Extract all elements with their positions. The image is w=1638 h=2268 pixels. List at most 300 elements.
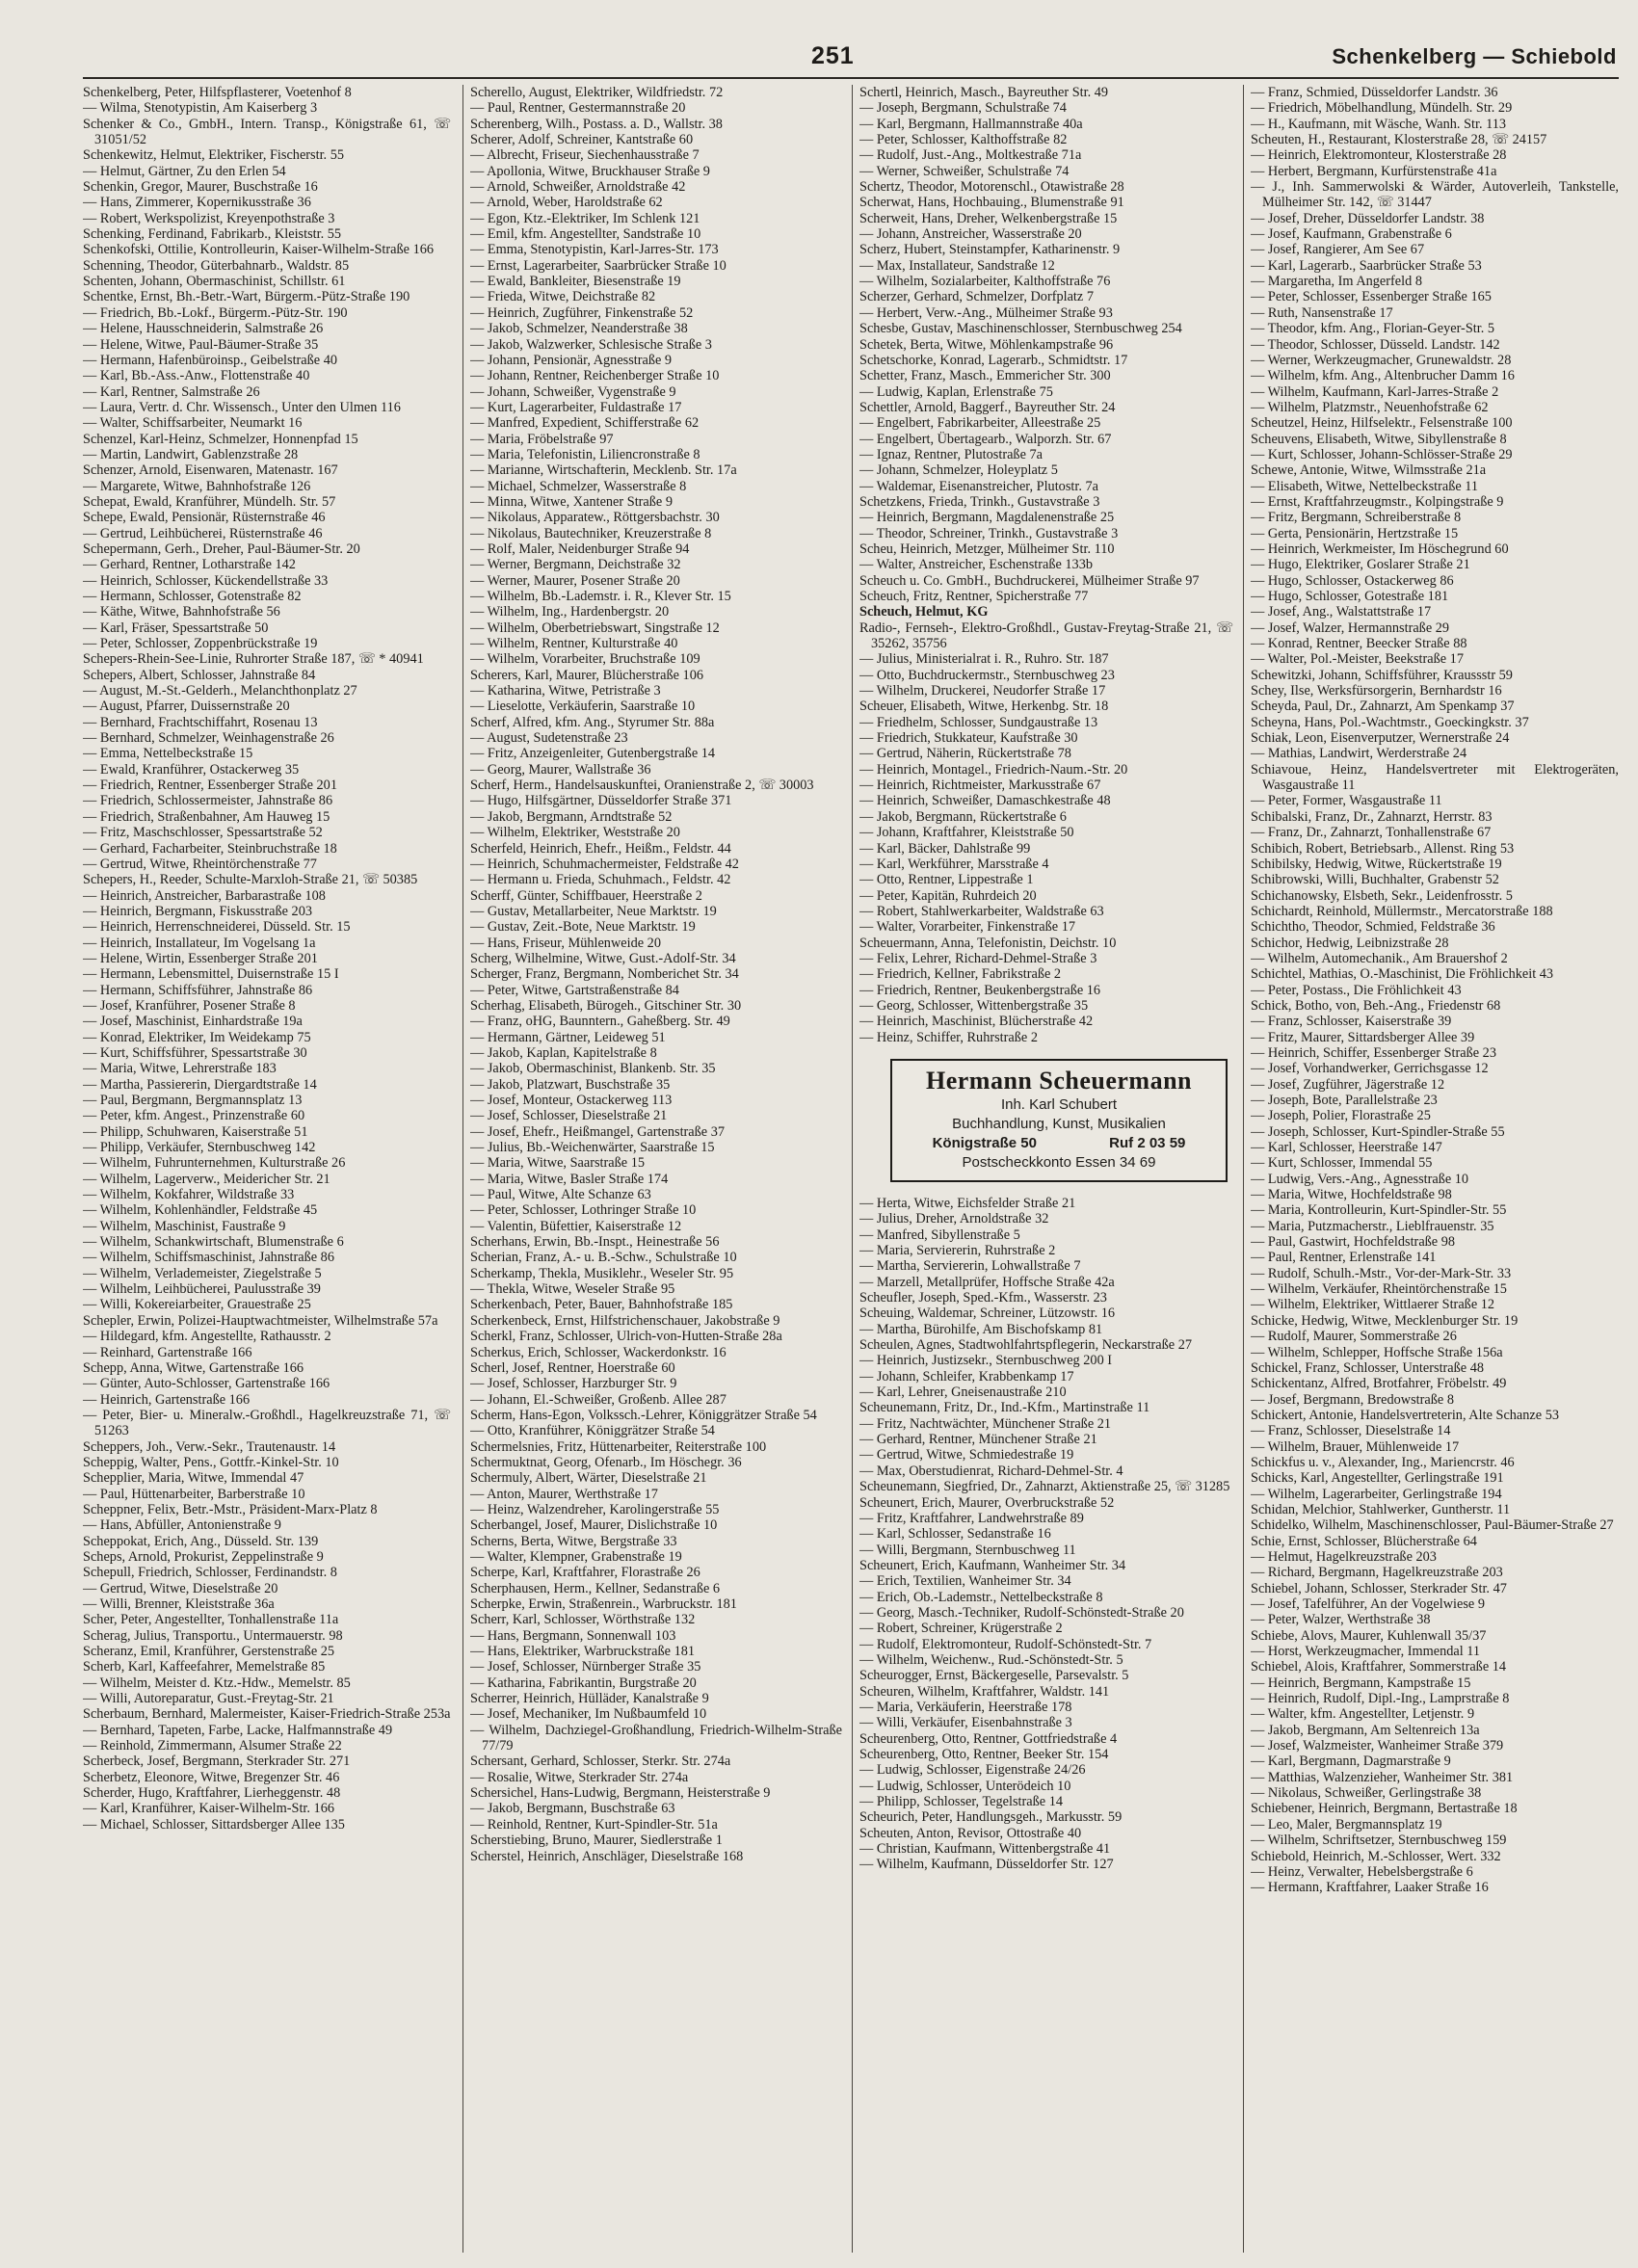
directory-entry: Scheppers, Joh., Verw.-Sekr., Trautenaustr. 14 bbox=[83, 1438, 336, 1455]
directory-entry: — Julius, Bb.-Weichenwärter, Saarstraße 15 bbox=[470, 1140, 715, 1156]
directory-entry: Schicks, Karl, Angestellter, Gerlingstraße 191 bbox=[1251, 1470, 1504, 1487]
directory-entry: — Konrad, Rentner, Beecker Straße 88 bbox=[1251, 636, 1467, 652]
directory-entry: — Rudolf, Maurer, Sommerstraße 26 bbox=[1251, 1329, 1457, 1345]
directory-entry: Scheppner, Felix, Betr.-Mstr., Präsident-Marx-Platz 8 bbox=[83, 1501, 378, 1517]
directory-entry: — Minna, Witwe, Xantener Straße 9 bbox=[470, 493, 673, 510]
directory-entry: — Heinrich, Bergmann, Fiskusstraße 203 bbox=[83, 903, 312, 919]
directory-entry: — Friedrich, Schlossermeister, Jahnstraße 86 bbox=[83, 793, 333, 809]
directory-entry: — Hugo, Schlosser, Ostackerweg 86 bbox=[1251, 572, 1454, 589]
directory-entry: — Wilhelm, Kokfahrer, Wildstraße 33 bbox=[83, 1187, 295, 1203]
directory-entry: — Maria, Fröbelstraße 97 bbox=[470, 431, 614, 447]
directory-entry: — Josef, Schlosser, Nürnberger Straße 35 bbox=[470, 1659, 701, 1675]
directory-entry: — Martha, Bürohilfe, Am Bischofskamp 81 bbox=[859, 1321, 1103, 1337]
directory-entry: — Peter, Walzer, Werthstraße 38 bbox=[1251, 1612, 1431, 1628]
directory-entry: Scherm, Hans-Egon, Volkssch.-Lehrer, Königgrätzer Straße 54 bbox=[470, 1407, 817, 1423]
directory-entry: — Peter, Schlosser, Kalthoffstraße 82 bbox=[859, 132, 1068, 148]
directory-entry: — J., Inh. Sammerwolski & Wärder, Autoverleih, Tankstelle, Mülheimer Str. 142, ☏ 31447 bbox=[1251, 179, 1619, 211]
running-head: Schenkelberg — Schiebold bbox=[1332, 44, 1617, 68]
directory-entry: — Karl, Bäcker, Dahlstraße 99 bbox=[859, 840, 1031, 857]
directory-entry: Schey, Ilse, Werksfürsorgerin, Bernhardstr 16 bbox=[1251, 683, 1502, 699]
directory-entry: — Friedrich, Rentner, Beukenbergstraße 16 bbox=[859, 982, 1101, 998]
directory-entry: Scheuing, Waldemar, Schreiner, Lützowstr. 16 bbox=[859, 1305, 1116, 1322]
directory-entry: — Engelbert, Übertagearb., Walporzh. Str. 67 bbox=[859, 431, 1112, 447]
directory-entry: — Wilhelm, Schiffsmaschinist, Jahnstraße 86 bbox=[83, 1250, 334, 1266]
directory-entry: Schickfus u. v., Alexander, Ing., Mariencrstr. 46 bbox=[1251, 1454, 1515, 1470]
directory-entry: — Johann, El.-Schweißer, Großenb. Allee 287 bbox=[470, 1391, 727, 1408]
directory-entry: — Fritz, Maurer, Sittardsberger Allee 39 bbox=[1251, 1029, 1475, 1045]
directory-entry: — Heinrich, Richtmeister, Markusstraße 67 bbox=[859, 778, 1101, 794]
directory-entry: — Wilhelm, Fuhrunternehmen, Kulturstraße 26 bbox=[83, 1155, 346, 1172]
directory-entry: — Wilhelm, Leihbücherei, Paulusstraße 39 bbox=[83, 1281, 321, 1298]
directory-entry: Scherbaum, Bernhard, Malermeister, Kaiser-Friedrich-Straße 253a bbox=[83, 1706, 451, 1723]
directory-entry: — Gertrud, Näherin, Rückertstraße 78 bbox=[859, 746, 1071, 762]
directory-entry: — Hermann, Schlosser, Gotenstraße 82 bbox=[83, 589, 302, 604]
directory-entry: — Julius, Dreher, Arnoldstraße 32 bbox=[859, 1211, 1049, 1227]
directory-entry: — Matthias, Walzenzieher, Wanheimer Str. 381 bbox=[1251, 1769, 1514, 1785]
directory-entry: — Bernhard, Tapeten, Farbe, Lacke, Halfmannstraße 49 bbox=[83, 1722, 393, 1738]
directory-entry: — Georg, Maurer, Wallstraße 36 bbox=[470, 761, 651, 778]
directory-entry: Schibich, Robert, Betriebsarb., Allenst. Ring 53 bbox=[1251, 840, 1515, 857]
directory-entry: — Karl, Bb.-Ass.-Anw., Flottenstraße 40 bbox=[83, 368, 310, 384]
directory-entry: Schiak, Leon, Eisenverputzer, Wernerstraße 24 bbox=[1251, 730, 1510, 747]
directory-entry: — Heinrich, Bergmann, Magdalenenstraße 25 bbox=[859, 510, 1115, 526]
directory-entry: Scheuer, Elisabeth, Witwe, Herkenbg. Str. 18 bbox=[859, 699, 1109, 715]
directory-entry: — Wilhelm, Ing., Hardenbergstr. 20 bbox=[470, 604, 670, 620]
directory-entry: Scherphausen, Herm., Kellner, Sedanstraße 6 bbox=[470, 1580, 721, 1596]
directory-entry: — Reinhard, Gartenstraße 166 bbox=[83, 1344, 252, 1360]
column-divider bbox=[1243, 85, 1244, 2253]
directory-entry: Scherb, Karl, Kaffeefahrer, Memelstraße 85 bbox=[83, 1659, 326, 1675]
directory-entry: — Wilhelm, Rentner, Kulturstraße 40 bbox=[470, 636, 678, 652]
directory-entry: — Josef, Walzmeister, Wanheimer Straße 379 bbox=[1251, 1738, 1504, 1754]
directory-entry: Scherrer, Heinrich, Hülläder, Kanalstraße 9 bbox=[470, 1691, 709, 1707]
directory-entry: — Paul, Rentner, Erlenstraße 141 bbox=[1251, 1250, 1437, 1266]
directory-entry: — Helmut, Gärtner, Zu den Erlen 54 bbox=[83, 163, 286, 179]
directory-entry: — Herbert, Verw.-Ang., Mülheimer Straße 93 bbox=[859, 304, 1113, 321]
directory-entry: — Wilhelm, Schriftsetzer, Sternbuschweg 159 bbox=[1251, 1833, 1507, 1849]
directory-entry: — Jakob, Kaplan, Kapitelstraße 8 bbox=[470, 1044, 657, 1061]
directory-entry: — Max, Installateur, Sandstraße 12 bbox=[859, 257, 1055, 274]
directory-entry: — Josef, Zugführer, Jägerstraße 12 bbox=[1251, 1076, 1445, 1093]
directory-entry: — Martin, Landwirt, Gablenzstraße 28 bbox=[83, 446, 299, 462]
directory-entry: — Heinrich, Zugführer, Finkenstraße 52 bbox=[470, 304, 694, 321]
directory-entry: Schetzkens, Frieda, Trinkh., Gustavstraße 3 bbox=[859, 493, 1100, 510]
directory-entry: Schewitzki, Johann, Schiffsführer, Kraussstr 59 bbox=[1251, 667, 1513, 683]
directory-entry: — Heinrich, Bergmann, Kampstraße 15 bbox=[1251, 1675, 1471, 1691]
directory-entry: — Frieda, Witwe, Deichstraße 82 bbox=[470, 289, 656, 305]
directory-entry: — Heinrich, Herrenschneiderei, Düsseld. Str. 15 bbox=[83, 919, 351, 936]
directory-entry: — Karl, Lagerarb., Saarbrücker Straße 53 bbox=[1251, 257, 1482, 274]
directory-entry: — Johann, Anstreicher, Wasserstraße 20 bbox=[859, 226, 1082, 243]
directory-entry: Scherzer, Gerhard, Schmelzer, Dorfplatz 7 bbox=[859, 289, 1094, 305]
directory-entry: — Heinz, Schiffer, Ruhrstraße 2 bbox=[859, 1029, 1038, 1045]
directory-entry: — Jakob, Platzwart, Buschstraße 35 bbox=[470, 1076, 671, 1093]
directory-entry: — Fritz, Anzeigenleiter, Gutenbergstraße 14 bbox=[470, 746, 716, 762]
directory-entry: — Arnold, Schweißer, Arnoldstraße 42 bbox=[470, 179, 686, 196]
directory-entry: — Wilhelm, kfm. Ang., Altenbrucher Damm 16 bbox=[1251, 368, 1515, 384]
directory-entry: — Walter, Anstreicher, Eschenstraße 133b bbox=[859, 557, 1093, 573]
column-3 bbox=[859, 85, 1233, 2253]
directory-entry: Schenker & Co., GmbH., Intern. Transp., Königstraße 61, ☏ 31051/52 bbox=[83, 116, 451, 148]
directory-entry: Schichanowsky, Elsbeth, Sekr., Leidenfrosstr. 5 bbox=[1251, 887, 1513, 904]
directory-entry: Scherf, Herm., Handelsauskunftei, Oranienstraße 2, ☏ 30003 bbox=[470, 778, 814, 794]
directory-entry: Scheunemann, Siegfried, Dr., Zahnarzt, Aktienstraße 25, ☏ 31285 bbox=[859, 1479, 1230, 1495]
directory-entry: — Karl, Schlosser, Heerstraße 147 bbox=[1251, 1140, 1442, 1156]
directory-entry: — Heinrich, Schuhmachermeister, Feldstraße 42 bbox=[470, 856, 739, 872]
directory-entry: Scherkus, Erich, Schlosser, Wackerdonkstr. 16 bbox=[470, 1344, 727, 1360]
directory-entry: — Heinrich, Rudolf, Dipl.-Ing., Lamprstraße 8 bbox=[1251, 1691, 1510, 1707]
directory-entry: — Martha, Passiererin, Diergardtstraße 14 bbox=[83, 1076, 317, 1093]
directory-entry: Radio-, Fernseh-, Elektro-Großhdl., Gustav-Freytag-Straße 21, ☏ 35262, 35756 bbox=[859, 620, 1233, 652]
directory-entry: Scherwat, Hans, Hochbauing., Blumenstraße 91 bbox=[859, 195, 1124, 211]
directory-entry: — Wilhelm, Maschinist, Faustraße 9 bbox=[83, 1218, 286, 1234]
directory-entry: — Peter, Schlosser, Zoppenbrückstraße 19 bbox=[83, 636, 318, 652]
directory-entry: — Friedrich, Kellner, Fabrikstraße 2 bbox=[859, 966, 1062, 983]
directory-entry: — Wilhelm, Elektriker, Wittlaerer Straße 12 bbox=[1251, 1297, 1495, 1313]
directory-entry: Scherweit, Hans, Dreher, Welkenbergstraße 15 bbox=[859, 210, 1118, 226]
directory-entry: — August, Sudetenstraße 23 bbox=[470, 730, 628, 747]
directory-entry: — Wilhelm, Schlepper, Hoffsche Straße 156a bbox=[1251, 1344, 1503, 1360]
directory-entry: — Willi, Bergmann, Sternbuschweg 11 bbox=[859, 1542, 1076, 1558]
directory-columns bbox=[83, 85, 1619, 2253]
directory-entry: — Maria, Witwe, Basler Straße 174 bbox=[470, 1171, 669, 1187]
directory-entry: — Rolf, Maler, Neidenburger Straße 94 bbox=[470, 541, 690, 557]
directory-entry: — Walter, Pol.-Meister, Beekstraße 17 bbox=[1251, 651, 1464, 668]
directory-entry: — Werner, Bergmann, Deichstraße 32 bbox=[470, 557, 681, 573]
directory-entry: — Heinrich, Maschinist, Blücherstraße 42 bbox=[859, 1014, 1094, 1030]
directory-entry: — Paul, Hüttenarbeiter, Barberstraße 10 bbox=[83, 1486, 305, 1502]
directory-entry: — Josef, Bergmann, Bredowstraße 8 bbox=[1251, 1391, 1454, 1408]
directory-entry: — Joseph, Polier, Florastraße 25 bbox=[1251, 1108, 1431, 1124]
directory-entry: — Josef, Rangierer, Am See 67 bbox=[1251, 242, 1425, 258]
directory-entry: Scheps, Arnold, Prokurist, Zeppelinstraße 9 bbox=[83, 1548, 324, 1565]
directory-entry: — Fritz, Nachtwächter, Münchener Straße 21 bbox=[859, 1415, 1112, 1432]
directory-entry: — Robert, Schreiner, Krügerstraße 2 bbox=[859, 1621, 1063, 1637]
directory-entry: — Josef, Ehefr., Heißmangel, Gartenstraße 37 bbox=[470, 1123, 726, 1140]
directory-entry: — Theodor, Schlosser, Düsseld. Landstr. 142 bbox=[1251, 336, 1500, 353]
directory-entry: — Johann, Schweißer, Vygenstraße 9 bbox=[470, 383, 676, 400]
directory-entry: — Rosalie, Witwe, Sterkrader Str. 274a bbox=[470, 1769, 689, 1785]
directory-entry: — Katharina, Fabrikantin, Burgstraße 20 bbox=[470, 1675, 697, 1691]
directory-entry: — Walter, Schiffsarbeiter, Neumarkt 16 bbox=[83, 415, 303, 432]
directory-entry: — Elisabeth, Witwe, Nettelbeckstraße 11 bbox=[1251, 478, 1479, 494]
directory-entry: — Arnold, Weber, Haroldstraße 62 bbox=[470, 195, 663, 211]
directory-entry: — Johann, Pensionär, Agnesstraße 9 bbox=[470, 352, 673, 368]
directory-entry: — Nikolaus, Schweißer, Gerlingstraße 38 bbox=[1251, 1785, 1482, 1802]
directory-entry: — Heinrich, Justizsekr., Sternbuschweg 200 I bbox=[859, 1353, 1113, 1369]
directory-entry: — Wilhelm, Lagerarbeiter, Gerlingstraße 194 bbox=[1251, 1486, 1502, 1502]
directory-entry: Schenkin, Gregor, Maurer, Buschstraße 16 bbox=[83, 179, 318, 196]
directory-entry: — Engelbert, Fabrikarbeiter, Alleestraße 25 bbox=[859, 415, 1101, 432]
directory-entry: Schepermann, Gerh., Dreher, Paul-Bäumer-Str. 20 bbox=[83, 541, 360, 557]
directory-entry: Schichor, Hedwig, Leibnizstraße 28 bbox=[1251, 935, 1449, 951]
ad-owner: Inh. Karl Schubert bbox=[1000, 1095, 1118, 1113]
directory-entry: Schenkewitz, Helmut, Elektriker, Fischerstr. 55 bbox=[83, 147, 345, 164]
directory-entry: — Otto, Buchdruckermstr., Sternbuschweg 23 bbox=[859, 667, 1115, 683]
column-2 bbox=[470, 85, 842, 2253]
directory-entry: — Laura, Vertr. d. Chr. Wissensch., Unter den Ulmen 116 bbox=[83, 399, 401, 415]
directory-entry: Scherff, Günter, Schiffbauer, Heerstraße 2 bbox=[470, 887, 702, 904]
directory-entry: — Helmut, Hagelkreuzstraße 203 bbox=[1251, 1548, 1437, 1565]
directory-entry: — Friedhelm, Schlosser, Sundgaustraße 13 bbox=[859, 714, 1098, 730]
directory-entry: — Herbert, Bergmann, Kurfürstenstraße 41a bbox=[1251, 163, 1497, 179]
directory-entry: — Heinz, Verwalter, Hebelsbergstraße 6 bbox=[1251, 1863, 1473, 1880]
directory-entry: — Willi, Brenner, Kleiststraße 36a bbox=[83, 1596, 275, 1612]
directory-entry: — Nikolaus, Bautechniker, Kreuzerstraße 8 bbox=[470, 525, 712, 541]
directory-entry: — Valentin, Büfettier, Kaiserstraße 12 bbox=[470, 1218, 682, 1234]
directory-entry: Scherder, Hugo, Kraftfahrer, Lierheggenstr. 48 bbox=[83, 1785, 341, 1802]
directory-entry: Schenzel, Karl-Heinz, Schmelzer, Honnenpfad 15 bbox=[83, 431, 358, 447]
directory-entry: — Erich, Textilien, Wanheimer Str. 34 bbox=[859, 1573, 1071, 1590]
directory-entry: — Gertrud, Leihbücherei, Rüsternstraße 46 bbox=[83, 525, 323, 541]
directory-entry: — Georg, Schlosser, Wittenbergstraße 35 bbox=[859, 997, 1089, 1014]
directory-entry: — Josef, Ang., Walstattstraße 17 bbox=[1251, 604, 1432, 620]
directory-entry: — Gustav, Metallarbeiter, Neue Marktstr. 19 bbox=[470, 903, 717, 919]
directory-entry: — Ewald, Kranführer, Ostackerweg 35 bbox=[83, 761, 300, 778]
directory-entry: — Katharina, Witwe, Petristraße 3 bbox=[470, 683, 661, 699]
ad-postal-account: Postscheckkonto Essen 34 69 bbox=[962, 1153, 1156, 1171]
directory-entry: — Ludwig, Schlosser, Eigenstraße 24/26 bbox=[859, 1762, 1086, 1779]
directory-entry: Scherers, Karl, Maurer, Blücherstraße 106 bbox=[470, 667, 703, 683]
directory-entry: Scheurenberg, Otto, Rentner, Beeker Str. 154 bbox=[859, 1747, 1109, 1762]
directory-entry: — Peter, Schlosser, Essenberger Straße 165 bbox=[1251, 289, 1492, 305]
directory-entry: Schepp, Anna, Witwe, Gartenstraße 166 bbox=[83, 1359, 304, 1376]
directory-entry: Schewe, Antonie, Witwe, Wilmsstraße 21a bbox=[1251, 462, 1487, 479]
directory-entry: — Ludwig, Schlosser, Unterödeich 10 bbox=[859, 1778, 1071, 1794]
directory-entry: — Robert, Stahlwerkarbeiter, Waldstraße 63 bbox=[859, 903, 1104, 919]
ad-address: Königstraße 50 bbox=[932, 1134, 1037, 1151]
directory-entry: — Heinz, Walzendreher, Karolingerstraße 55 bbox=[470, 1501, 720, 1517]
directory-entry: Scheuvens, Elisabeth, Witwe, Sibyllenstraße 8 bbox=[1251, 431, 1507, 447]
directory-entry: Scheulen, Agnes, Stadtwohlfahrtspflegerin, Neckarstraße 27 bbox=[859, 1337, 1193, 1354]
directory-entry: Schermelsnies, Fritz, Hüttenarbeiter, Reiterstraße 100 bbox=[470, 1438, 767, 1455]
directory-entry: Schibalski, Franz, Dr., Zahnarzt, Herrstr. 83 bbox=[1251, 808, 1493, 825]
directory-entry: — Johann, Kraftfahrer, Kleiststraße 50 bbox=[859, 825, 1074, 841]
directory-entry: Schesbe, Gustav, Maschinenschlosser, Sternbuschweg 254 bbox=[859, 321, 1182, 337]
directory-entry: — Maria, Witwe, Lehrerstraße 183 bbox=[83, 1061, 277, 1077]
directory-entry: Schepers-Rhein-See-Linie, Ruhrorter Straße 187, ☏ * 40941 bbox=[83, 651, 424, 668]
directory-entry: Schick, Botho, von, Beh.-Ang., Friedenstr 68 bbox=[1251, 997, 1501, 1014]
directory-entry: — Marzell, Metallprüfer, Hoffsche Straße 42a bbox=[859, 1274, 1115, 1290]
directory-entry: — Ernst, Kraftfahrzeugmstr., Kolpingstraße 9 bbox=[1251, 493, 1504, 510]
directory-entry: — Gerhard, Rentner, Lotharstraße 142 bbox=[83, 557, 296, 573]
directory-entry: Schiebold, Heinrich, M.-Schlosser, Wert. 332 bbox=[1251, 1848, 1501, 1864]
directory-entry: — Josef, Vorhandwerker, Gerrichsgasse 12 bbox=[1251, 1061, 1489, 1077]
directory-entry: Schermuly, Albert, Wärter, Dieselstraße 21 bbox=[470, 1470, 707, 1487]
directory-entry: — Bernhard, Schmelzer, Weinhagenstraße 26 bbox=[83, 730, 334, 747]
directory-entry: Scheurenberg, Otto, Rentner, Gottfriedstraße 4 bbox=[859, 1730, 1118, 1747]
directory-entry: — Walter, kfm. Angestellter, Letjenstr. 9 bbox=[1251, 1706, 1475, 1723]
directory-entry: — Max, Oberstudienrat, Richard-Dehmel-Str. 4 bbox=[859, 1463, 1123, 1479]
directory-entry: — Thekla, Witwe, Weseler Straße 95 bbox=[470, 1281, 675, 1298]
directory-entry: — Peter, Schlosser, Lothringer Straße 10 bbox=[470, 1202, 697, 1219]
directory-entry: — Friedrich, Möbelhandlung, Mündelh. Str. 29 bbox=[1251, 100, 1513, 117]
directory-entry: — Gerhard, Rentner, Münchener Straße 21 bbox=[859, 1432, 1097, 1448]
directory-entry: — Maria, Witwe, Saarstraße 15 bbox=[470, 1155, 645, 1172]
directory-entry: — Emil, kfm. Angestellter, Sandstraße 10 bbox=[470, 226, 701, 243]
directory-entry: — Wilma, Stenotypistin, Am Kaiserberg 3 bbox=[83, 100, 318, 117]
directory-entry: — Walter, Vorarbeiter, Finkenstraße 17 bbox=[859, 919, 1076, 936]
directory-entry: — Nikolaus, Apparatew., Röttgersbachstr. 30 bbox=[470, 510, 720, 526]
directory-entry: Scherf, Alfred, kfm. Ang., Styrumer Str. 88a bbox=[470, 714, 715, 730]
directory-entry: — Wilhelm, Kohlenhändler, Feldstraße 45 bbox=[83, 1202, 318, 1219]
directory-entry: — Joseph, Bote, Parallelstraße 23 bbox=[1251, 1093, 1438, 1108]
directory-entry: Schidan, Melchior, Stahlwerker, Guntherstr. 11 bbox=[1251, 1501, 1511, 1517]
directory-entry: — Maria, Witwe, Hochfeldstraße 98 bbox=[1251, 1187, 1452, 1203]
directory-entry: Schepers, H., Reeder, Schulte-Marxloh-Straße 21, ☏ 50385 bbox=[83, 872, 418, 888]
directory-entry: Schichardt, Reinhold, Müllermstr., Mercatorstraße 188 bbox=[1251, 903, 1553, 919]
directory-entry: — Franz, oHG, Baunntern., Gaheßberg. Str. 49 bbox=[470, 1014, 730, 1030]
directory-entry: — Hans, Zimmerer, Kopernikusstraße 36 bbox=[83, 195, 311, 211]
column-divider bbox=[462, 85, 463, 2253]
directory-entry: Scherer, Adolf, Schreiner, Kantstraße 60 bbox=[470, 132, 694, 148]
page-header bbox=[0, 37, 1638, 75]
advertisement-box bbox=[890, 1059, 1228, 1182]
directory-entry: Schenning, Theodor, Güterbahnarb., Waldstr. 85 bbox=[83, 257, 350, 274]
directory-entry: Scherstel, Heinrich, Anschläger, Dieselstraße 168 bbox=[470, 1848, 744, 1864]
directory-entry: — Günter, Auto-Schlosser, Gartenstraße 166 bbox=[83, 1376, 330, 1392]
directory-entry: Schenkelberg, Peter, Hilfspflasterer, Voetenhof 8 bbox=[83, 85, 352, 100]
directory-entry: — Mathias, Landwirt, Werderstraße 24 bbox=[1251, 746, 1467, 762]
directory-entry: — Josef, Kranführer, Posener Straße 8 bbox=[83, 997, 296, 1014]
directory-entry: — Ruth, Nansenstraße 17 bbox=[1251, 304, 1393, 321]
directory-entry: Scherg, Wilhelmine, Witwe, Gust.-Adolf-Str. 34 bbox=[470, 950, 736, 966]
directory-entry: Scheyna, Hans, Pol.-Wachtmstr., Goeckingkstr. 37 bbox=[1251, 714, 1529, 730]
directory-entry: Schepplier, Maria, Witwe, Immendal 47 bbox=[83, 1470, 304, 1487]
directory-entry: — Margarete, Witwe, Bahnhofstraße 126 bbox=[83, 478, 311, 494]
directory-entry: — Hans, Bergmann, Sonnenwall 103 bbox=[470, 1627, 676, 1644]
directory-entry: Scheuren, Wilhelm, Kraftfahrer, Waldstr. 141 bbox=[859, 1683, 1110, 1700]
directory-entry: — Martha, Serviererin, Lohwallstraße 7 bbox=[859, 1258, 1081, 1275]
directory-entry: Schickentanz, Alfred, Brotfahrer, Fröbelstr. 49 bbox=[1251, 1376, 1507, 1392]
directory-entry: — Fritz, Bergmann, Schreiberstraße 8 bbox=[1251, 510, 1462, 526]
directory-entry: — Otto, Rentner, Lippestraße 1 bbox=[859, 872, 1034, 888]
directory-entry: — Johann, Rentner, Reichenberger Straße 10 bbox=[470, 368, 720, 384]
directory-entry: — Wilhelm, Dachziegel-Großhandlung, Friedrich-Wilhelm-Straße 77/79 bbox=[470, 1722, 842, 1754]
directory-entry: — Julius, Ministerialrat i. R., Ruhro. Str. 187 bbox=[859, 651, 1109, 668]
directory-entry: Schiebe, Alovs, Maurer, Kuhlenwall 35/37 bbox=[1251, 1627, 1487, 1644]
directory-entry: — Kurt, Schlosser, Johann-Schlösser-Straße 29 bbox=[1251, 446, 1513, 462]
directory-entry: — Josef, Mechaniker, Im Nußbaumfeld 10 bbox=[470, 1706, 707, 1723]
directory-entry: — Marianne, Wirtschafterin, Mecklenb. Str. 17a bbox=[470, 462, 737, 479]
directory-entry: Scherkenbach, Peter, Bauer, Bahnhofstraße 185 bbox=[470, 1297, 733, 1313]
directory-entry: Scherkenbeck, Ernst, Hilfstrichenschauer, Jakobstraße 9 bbox=[470, 1312, 780, 1329]
directory-entry: — Karl, Fräser, Spessartstraße 50 bbox=[83, 620, 269, 636]
directory-entry: — Heinrich, Schiffer, Essenberger Straße 23 bbox=[1251, 1044, 1496, 1061]
directory-entry: — Walter, Klempner, Grabenstraße 19 bbox=[470, 1548, 682, 1565]
directory-entry: — Manfred, Sibyllenstraße 5 bbox=[859, 1226, 1020, 1243]
directory-entry: — Willi, Verkäufer, Eisenbahnstraße 3 bbox=[859, 1715, 1072, 1731]
directory-entry: — Wilhelm, Verlademeister, Ziegelstraße 5 bbox=[83, 1265, 322, 1281]
directory-entry: — Karl, Werkführer, Marsstraße 4 bbox=[859, 856, 1049, 872]
directory-entry: Scherstiebing, Bruno, Maurer, Siedlerstraße 1 bbox=[470, 1833, 723, 1849]
directory-entry: — Wilhelm, Oberbetriebswart, Singstraße 12 bbox=[470, 620, 720, 636]
directory-entry: — Emma, Nettelbeckstraße 15 bbox=[83, 746, 253, 762]
directory-entry: — Wilhelm, Druckerei, Neudorfer Straße 17 bbox=[859, 683, 1106, 699]
directory-entry: Scherbetz, Eleonore, Witwe, Bregenzer Str. 46 bbox=[83, 1769, 340, 1785]
directory-entry: — Heinrich, Montagel., Friedrich-Naum.-Str. 20 bbox=[859, 761, 1128, 778]
header-rule bbox=[83, 77, 1619, 79]
directory-entry: Schertl, Heinrich, Masch., Bayreuther Str. 49 bbox=[859, 85, 1109, 100]
directory-entry: — Waldemar, Eisenanstreicher, Plutostr. 7a bbox=[859, 478, 1098, 494]
directory-entry: — Anton, Maurer, Werthstraße 17 bbox=[470, 1486, 658, 1502]
directory-entry: Scherbangel, Josef, Maurer, Dislichstraße 10 bbox=[470, 1517, 718, 1534]
directory-entry: Schickert, Antonie, Handelsvertreterin, Alte Schanze 53 bbox=[1251, 1407, 1559, 1423]
directory-entry: Scherello, August, Elektriker, Wildfriedstr. 72 bbox=[470, 85, 724, 100]
directory-entry: — Apollonia, Witwe, Bruckhauser Straße 9 bbox=[470, 163, 710, 179]
directory-entry: Scherpke, Erwin, Straßenrein., Warbruckstr. 181 bbox=[470, 1596, 737, 1612]
directory-entry: Scherenberg, Wilh., Postass. a. D., Wallstr. 38 bbox=[470, 116, 723, 132]
directory-entry: Schiebel, Johann, Schlosser, Sterkrader Str. 47 bbox=[1251, 1580, 1507, 1596]
directory-entry: Schentke, Ernst, Bh.-Betr.-Wart, Bürgerm.-Pütz-Straße 190 bbox=[83, 289, 410, 305]
directory-entry: Scheuch, Fritz, Rentner, Spicherstraße 77 bbox=[859, 589, 1089, 604]
directory-entry: — Friedrich, Bb.-Lokf., Bürgerm.-Pütz-Str. 190 bbox=[83, 304, 348, 321]
directory-entry: Scherger, Franz, Bergmann, Nomberichet Str. 34 bbox=[470, 966, 739, 983]
directory-entry: Schiebel, Alois, Kraftfahrer, Sommerstraße 14 bbox=[1251, 1659, 1507, 1675]
directory-entry: — Wilhelm, Bb.-Lademstr. i. R., Klever Str. 15 bbox=[470, 589, 731, 604]
directory-entry: Scheranz, Emil, Kranführer, Gerstenstraße 25 bbox=[83, 1644, 335, 1660]
directory-entry: — Karl, Rentner, Salmstraße 26 bbox=[83, 383, 260, 400]
directory-entry: — Karl, Bergmann, Hallmannstraße 40a bbox=[859, 116, 1083, 132]
directory-entry: — Franz, Schlosser, Kaiserstraße 39 bbox=[1251, 1014, 1452, 1030]
directory-entry: Schepe, Ewald, Pensionär, Rüsternstraße 46 bbox=[83, 510, 326, 526]
directory-entry: — Hermann, Hafenbüroinsp., Geibelstraße 40 bbox=[83, 352, 338, 368]
directory-entry: — Gerta, Pensionärin, Hertzstraße 15 bbox=[1251, 525, 1459, 541]
directory-entry: — Hermann, Schiffsführer, Jahnstraße 86 bbox=[83, 982, 313, 998]
directory-entry: Scherz, Hubert, Steinstampfer, Katharinenstr. 9 bbox=[859, 242, 1121, 258]
directory-entry: — Maria, Putzmacherstr., Lieblfrauenstr. 35 bbox=[1251, 1218, 1494, 1234]
directory-entry: — Hugo, Hilfsgärtner, Düsseldorfer Straße 371 bbox=[470, 793, 732, 809]
directory-entry: Schetek, Berta, Witwe, Möhlenkampstraße 96 bbox=[859, 336, 1114, 353]
directory-entry: Schenkofski, Ottilie, Kontrolleurin, Kaiser-Wilhelm-Straße 166 bbox=[83, 242, 435, 258]
page-number: 251 bbox=[811, 42, 855, 69]
directory-entry: — Heinrich, Werkmeister, Im Höschegrund 60 bbox=[1251, 541, 1509, 557]
directory-entry: Scherhans, Erwin, Bb.-Inspt., Heinestraße 56 bbox=[470, 1234, 720, 1251]
directory-entry: — Horst, Werkzeugmacher, Immendal 11 bbox=[1251, 1644, 1481, 1660]
directory-entry: Schickel, Franz, Schlosser, Unterstraße 48 bbox=[1251, 1359, 1485, 1376]
directory-entry: — Helene, Hausschneiderin, Salmstraße 26 bbox=[83, 321, 324, 337]
directory-entry: — Heinrich, Elektromonteur, Klosterstraße 28 bbox=[1251, 147, 1507, 164]
directory-entry: — Franz, Dr., Zahnarzt, Tonhallenstraße 67 bbox=[1251, 825, 1492, 841]
directory-entry: Scheppig, Walter, Pens., Gottfr.-Kinkel-Str. 10 bbox=[83, 1454, 339, 1470]
directory-entry: — Johann, Schmelzer, Holeyplatz 5 bbox=[859, 462, 1058, 479]
directory-entry: — Peter, Bier- u. Mineralw.-Großhdl., Hagelkreuzstraße 71, ☏ 51263 bbox=[83, 1407, 451, 1439]
directory-entry: — Kurt, Schlosser, Immendal 55 bbox=[1251, 1155, 1433, 1172]
directory-entry: — Gertrud, Witwe, Schmiedestraße 19 bbox=[859, 1447, 1074, 1464]
directory-entry: — Willi, Autoreparatur, Gust.-Freytag-Str. 21 bbox=[83, 1691, 334, 1707]
directory-entry: Scher, Peter, Angestellter, Tonhallenstraße 11a bbox=[83, 1612, 339, 1628]
directory-entry: — Jakob, Bergmann, Buschstraße 63 bbox=[470, 1801, 675, 1817]
directory-entry: — Josef, Tafelführer, An der Vogelwiese 9 bbox=[1251, 1596, 1486, 1612]
directory-entry: — Jakob, Schmelzer, Neanderstraße 38 bbox=[470, 321, 688, 337]
directory-entry: Schersichel, Hans-Ludwig, Bergmann, Heisterstraße 9 bbox=[470, 1785, 771, 1802]
directory-entry: Schidelko, Wilhelm, Maschinenschlosser, Paul-Bäumer-Straße 27 bbox=[1251, 1517, 1614, 1534]
directory-entry: Schepull, Friedrich, Schlosser, Ferdinandstr. 8 bbox=[83, 1565, 337, 1581]
directory-entry: Schenten, Johann, Obermaschinist, Schillstr. 61 bbox=[83, 274, 346, 290]
directory-entry: — Heinrich, Schlosser, Kückendellstraße 33 bbox=[83, 572, 329, 589]
directory-entry: — Kurt, Lagerarbeiter, Fuldastraße 17 bbox=[470, 399, 682, 415]
directory-entry: — Hugo, Schlosser, Gotestraße 181 bbox=[1251, 589, 1449, 604]
directory-entry: — Maria, Telefonistin, Liliencronstraße 8 bbox=[470, 446, 700, 462]
directory-entry: — Theodor, kfm. Ang., Florian-Geyer-Str. 5 bbox=[1251, 321, 1495, 337]
directory-entry: — Fritz, Kraftfahrer, Landwehrstraße 89 bbox=[859, 1510, 1084, 1526]
directory-entry: — H., Kaufmann, mit Wäsche, Wanh. Str. 113 bbox=[1251, 116, 1507, 132]
directory-entry: — Josef, Schlosser, Dieselstraße 21 bbox=[470, 1108, 668, 1124]
directory-entry: — Werner, Schweißer, Schulstraße 74 bbox=[859, 163, 1070, 179]
directory-entry: — Karl, Kranführer, Kaiser-Wilhelm-Str. 166 bbox=[83, 1801, 334, 1817]
directory-entry: — Peter, Postass., Die Fröhlichkeit 43 bbox=[1251, 982, 1462, 998]
directory-entry: — Wilhelm, Verkäufer, Rheintörchenstraße 15 bbox=[1251, 1281, 1507, 1298]
